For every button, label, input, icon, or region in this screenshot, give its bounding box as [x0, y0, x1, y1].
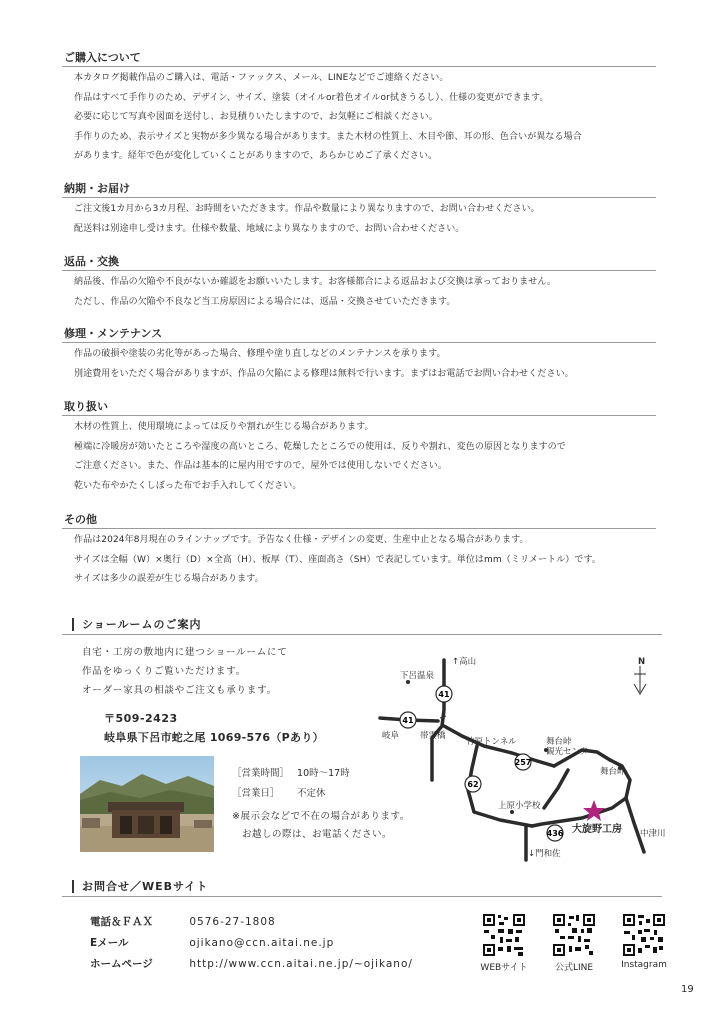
note-line: ※展示会などで不在の場合があります。 — [232, 811, 410, 822]
section-delivery — [62, 181, 656, 239]
heading-bar — [72, 618, 74, 631]
qr-line-icon[interactable] — [552, 913, 596, 957]
text-line: 作品は2024年8月現在のラインナップです。予告なく仕様・デザインの変更、生産中止となる場合があります。 — [74, 535, 529, 545]
map-label-gero-onsen: 下呂温泉 — [400, 671, 435, 681]
qr-web-label: WEBサイト — [480, 963, 528, 973]
access-map — [372, 648, 672, 868]
text-line: 作品の破損や塗装の劣化等があった場合、修理や塗り直しなどのメンテナンスを承ります。 — [74, 349, 446, 359]
contact-label: 電話＆ＦＡＸ — [90, 916, 153, 928]
email-address[interactable]: ojikano@ccn.aitai.ne.jp — [189, 937, 335, 949]
map-label-kamihara-school: 上原小学校 — [498, 801, 541, 811]
route-62: 62 — [467, 780, 479, 789]
map-label-maidai-pass: 舞台峠 — [600, 767, 626, 777]
phone-number[interactable]: 0576-27-1808 — [189, 916, 276, 928]
text-line: サイズは多少の誤差が生じる場合があります。 — [74, 574, 264, 584]
hours-label: ［営業時間］ — [232, 768, 290, 779]
route-436: 436 — [546, 829, 564, 838]
map-label-obora: 帯雲橋 — [420, 731, 446, 741]
route-41-west: 41 — [402, 716, 414, 725]
contact-heading — [62, 878, 662, 897]
section-title: 修理・メンテナンス — [62, 326, 656, 343]
showroom-heading-label: ショールームのご案内 — [82, 618, 202, 631]
text-line: があります。経年で色が変化していくことがありますので、あらかじめご了承ください。 — [74, 151, 438, 161]
map-label-maidai-center-1: 舞台峠 — [546, 737, 572, 747]
section-returns — [62, 254, 656, 312]
text-line: ご注文後1カ月から3カ月程、お時間をいただきます。作品や数量により異なりますので、お問い合わせください。 — [74, 204, 540, 214]
business-days-label: ［営業日］ — [232, 788, 280, 799]
section-title: 取り扱い — [62, 399, 656, 416]
contact-list — [90, 912, 413, 975]
text-line: 必要に応じて写真や図面を送付し、お見積りいたしますので、お気軽にご相談ください。 — [74, 112, 438, 122]
text-line: 別途費用をいただく場合がありますが、作品の欠陥による修理は無料で行います。まずはお電話でお問い合わせください。 — [74, 368, 574, 379]
section-title: 返品・交換 — [62, 254, 656, 271]
showroom-photo — [80, 756, 214, 852]
route-41-north: 41 — [438, 690, 450, 699]
text-line: 手作りのため、表示サイズと実物が多少異なる場合があります。また木材の性質上、木目や節、耳の形、色合いが異なる場合 — [74, 131, 582, 142]
showroom-heading — [62, 616, 662, 635]
homepage-link[interactable]: http://www.ccn.aitai.ne.jp/~ojikano/ — [189, 958, 413, 970]
map-label-monwasa: ↓門和佐 — [528, 849, 561, 859]
section-other — [62, 512, 656, 590]
heading-bar — [72, 880, 74, 893]
text-line: 自宅・工房の敷地内に建つショールームにて — [82, 647, 288, 658]
contact-row-email — [90, 933, 413, 954]
text-line: 木材の性質上、使用環境によっては反りや割れが生じる場合があります。 — [74, 422, 374, 432]
text-line: 作品をゆっくりご覧いただけます。 — [82, 666, 246, 677]
qr-web-icon[interactable] — [482, 913, 526, 957]
map-label-gifu: 岐阜 — [382, 731, 400, 741]
postal-code: 〒509-2423 — [104, 712, 178, 725]
qr-instagram-label: Instagram — [621, 960, 667, 970]
section-title: 納期・お届け — [62, 181, 656, 198]
contact-row-phone — [90, 912, 413, 933]
section-handling — [62, 399, 656, 496]
contact-row-homepage — [90, 954, 413, 975]
text-line: ただし、作品の欠陥や不良など当工房原因による場合には、返品・交換させていただきます。 — [74, 296, 456, 307]
contact-label: Eメール — [90, 937, 129, 949]
qr-instagram-icon[interactable] — [622, 913, 666, 957]
address: 岐阜県下呂市蛇之尾 1069-576（Pあり） — [104, 731, 324, 744]
text-line: 極端に冷暖房が効いたところや湿度の高いところ、乾燥したところでの使用は、反りや割れ、変色の原因となりますので — [74, 441, 566, 452]
showroom-photo-image — [80, 756, 214, 852]
text-line: 作品はすべて手作りのため、デザイン、サイズ、塗装（オイルor着色オイルor拭きうるし）、仕様の変更ができます。 — [74, 92, 549, 103]
business-days-value: 不定休 — [297, 788, 326, 799]
section-title: その他 — [62, 512, 656, 529]
business-hours — [232, 764, 350, 804]
map-label-takehara-tunnel: 竹原トンネル — [466, 737, 517, 747]
page-number: 19 — [681, 984, 694, 995]
north-label: N — [638, 657, 646, 667]
section-purchase — [62, 50, 656, 167]
section-title: ご購入について — [62, 50, 656, 67]
map-label-maidai-center-2: 観光センター — [546, 747, 597, 757]
showroom-description — [82, 643, 288, 700]
hours-value: 10時〜17時 — [297, 768, 350, 779]
section-maintenance — [62, 326, 656, 384]
map-label-nakatsugawa: 中津川 — [640, 829, 666, 839]
text-line: ご注意ください。また、作品は基本的に屋内用ですので、屋外では使用しないでください。 — [74, 461, 447, 471]
map-label-workshop: 大旋野工房 — [572, 824, 622, 835]
text-line: 乾いた布やかたくしぼった布でお手入れしてください。 — [74, 480, 302, 491]
text-line: 本カタログ掲載作品のご購入は、電話・ファックス、メール、LINEなどでご連絡ください。 — [74, 73, 449, 83]
contact-heading-label: お問合せ／WEBサイト — [82, 880, 209, 893]
text-line: オーダー家具の相談やご注文も承ります。 — [82, 685, 277, 696]
contact-label: ホームページ — [90, 958, 153, 970]
text-line: 配送料は別途申し受けます。仕様や数量、地域により異なりますので、お問い合わせください。 — [74, 223, 465, 234]
text-line: サイズは全幅（W）×奥行（D）×全高（H）、板厚（T）、座面高さ（SH）で表記しています。単位はmm（ミリメートル）です。 — [74, 554, 601, 565]
text-line: 納品後、作品の欠陥や不良がないか確認をお願いいたします。お客様都合による返品および交換は承っておりません。 — [74, 277, 557, 287]
access-map-svg — [372, 648, 672, 868]
route-257: 257 — [514, 758, 532, 767]
note-line: お越しの際は、お電話ください。 — [232, 829, 393, 840]
qr-line-label: 公式LINE — [554, 963, 594, 973]
map-label-takayama: ↑高山 — [452, 657, 477, 667]
